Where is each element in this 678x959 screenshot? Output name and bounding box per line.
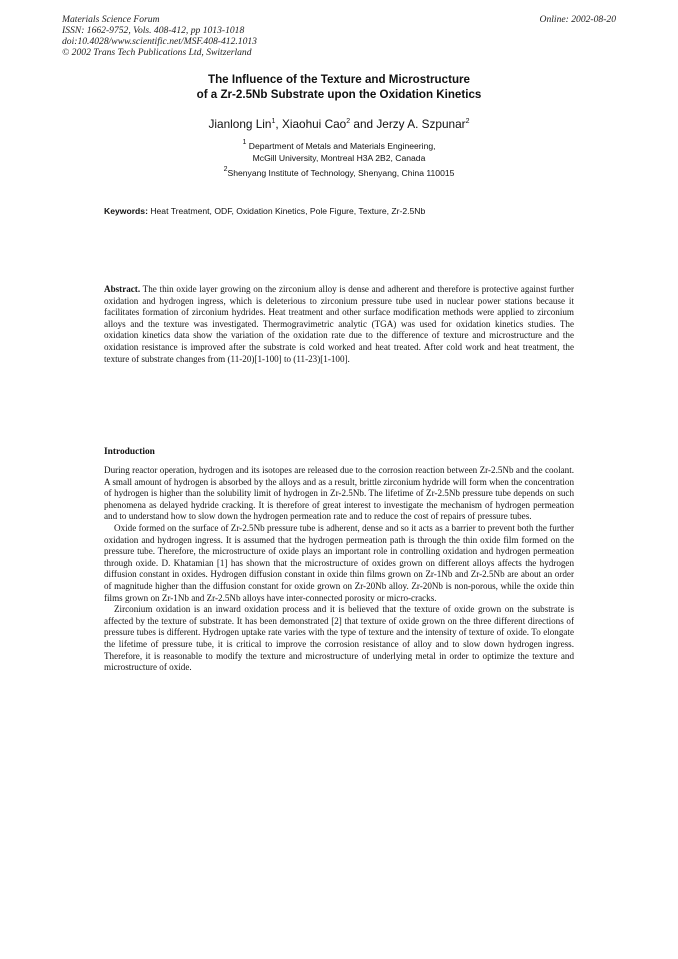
affiliation-2	[0, 167, 678, 179]
doi-line: doi:10.4028/www.scientific.net/MSF.408-412.1013	[62, 36, 257, 47]
keywords-text: Heat Treatment, ODF, Oxidation Kinetics, Pole Figure, Texture, Zr-2.5Nb	[147, 206, 426, 216]
affiliation-mark: 1	[242, 139, 247, 146]
author-name: Jianlong Lin	[208, 117, 272, 131]
abstract-text: The thin oxide layer growing on the zirconium alloy is dense and adherent and therefore is protective against further oxidation and hydrogen ingress, which is deleterious to zirconium pressure tube used in nuclear power stations because it facilitates formation of zirconium hydrides. Heat treatment and other surface modification methods were applied to zirconium alloys and the texture was investigated. Thermogravimetric analytic (TGA) was used for oxidation kinetics studies. The oxidation kinetics data show the variation of the oxidation rate due to the difference of texture and microstructure and the oxidation resistance is improved after the substrate is cold worked and heat treated. After cold work and heat treatment, the texture of substrate changes from (11-20)[1-100] to (11-23)[1-100].	[104, 284, 574, 364]
abstract-label: Abstract.	[104, 284, 141, 294]
introduction-body	[104, 465, 574, 674]
paragraph: During reactor operation, hydrogen and its isotopes are released due to the corrosion reaction between Zr-2.5Nb and the coolant. A small amount of hydrogen is absorbed by the alloys and as a result, brittle zirconium hydride will form when the concentration of hydrogen is higher than the solubility limit of hydrogen in Zr-2.5Nb. The lifetime of Zr-2.5Nb pressure tube depends on such phenomena as delayed hydride cracking. It is therefore of great interest to investigate the mechanism of hydrogen permeation and to understand how to slow down the hydrogen permeation rate and to reduce the cost of repairs of pressure tubes.	[104, 465, 574, 522]
title-line-1: The Influence of the Texture and Microstructure	[208, 73, 470, 86]
paper-title	[0, 72, 678, 102]
section-heading: Introduction	[104, 447, 155, 457]
author-affiliation-mark: 2	[346, 118, 351, 125]
issn-line: ISSN: 1662-9752, Vols. 408-412, pp 1013-1018	[62, 25, 245, 36]
online-date: Online: 2002-08-20	[539, 14, 616, 25]
paragraph: Oxide formed on the surface of Zr-2.5Nb pressure tube is adherent, dense and so it acts as a barrier to prevent both the further oxidation and hydrogen ingress. It is assumed that the hydrogen permeation path is through the thin oxide film formed on the pressure tube. Therefore, the microstructure of oxide plays an important role in controlling oxidation and hydrogen permeation through oxide. D. Khatamian [1] has shown that the microstructure of oxides grown on different alloys affects the hydrogen diffusion constant in oxides. Hydrogen diffusion constant in oxide thin films grown on Zr-1Nb and Zr-2.5Nb are about an order of magnitude higher than the diffusion constant for oxide grown on Zr-20Nb alloy. Zr-20Nb is non-porous, while the oxide thin films grown on Zr-1Nb and Zr-2.5Nb alloys have inter-connected porosity or micro-cracks.	[104, 522, 574, 603]
author-name: Xiaohui Cao	[281, 117, 347, 131]
author-affiliation-mark: 2	[465, 118, 470, 125]
author-affiliation-mark: 1	[271, 118, 276, 125]
title-line-2: of a Zr-2.5Nb Substrate upon the Oxidation Kinetics	[196, 88, 482, 101]
author-separator: ,	[275, 117, 282, 131]
keywords-label: Keywords:	[104, 206, 148, 216]
copyright-line: © 2002 Trans Tech Publications Ltd, Switzerland	[62, 47, 252, 58]
keywords	[104, 205, 604, 217]
author-separator: and	[350, 117, 377, 131]
author-name: Jerzy A. Szpunar	[376, 117, 466, 131]
affiliation-1	[0, 140, 678, 164]
paragraph: Zirconium oxidation is an inward oxidation process and it is believed that the texture of oxide grown on the substrate is affected by the texture of substrate. It has been demonstrated [2] that texture of oxide grown on the three different directions of pressure tubes is different. Hydrogen uptake rate varies with the type of texture and the intensity of texture of oxide. To elongate the lifetime of pressure tube, it is critical to improve the corrosion resistance of alloy and to slow down hydrogen ingress. Therefore, it is reasonable to modify the texture and microstructure of underlying metal in order to optimize the texture and microstructure of oxide.	[104, 604, 574, 673]
author-list	[0, 117, 678, 131]
affiliation-department: Department of Metals and Materials Engineering,	[248, 141, 436, 151]
journal-name: Materials Science Forum	[62, 14, 160, 25]
publication-header	[62, 14, 392, 58]
affiliation-institution: McGill University, Montreal H3A 2B2, Canada	[252, 153, 426, 163]
affiliation-institution: Shenyang Institute of Technology, Shenyang, China 110015	[227, 168, 455, 178]
abstract	[104, 284, 574, 365]
affiliation-mark: 2	[223, 166, 228, 173]
